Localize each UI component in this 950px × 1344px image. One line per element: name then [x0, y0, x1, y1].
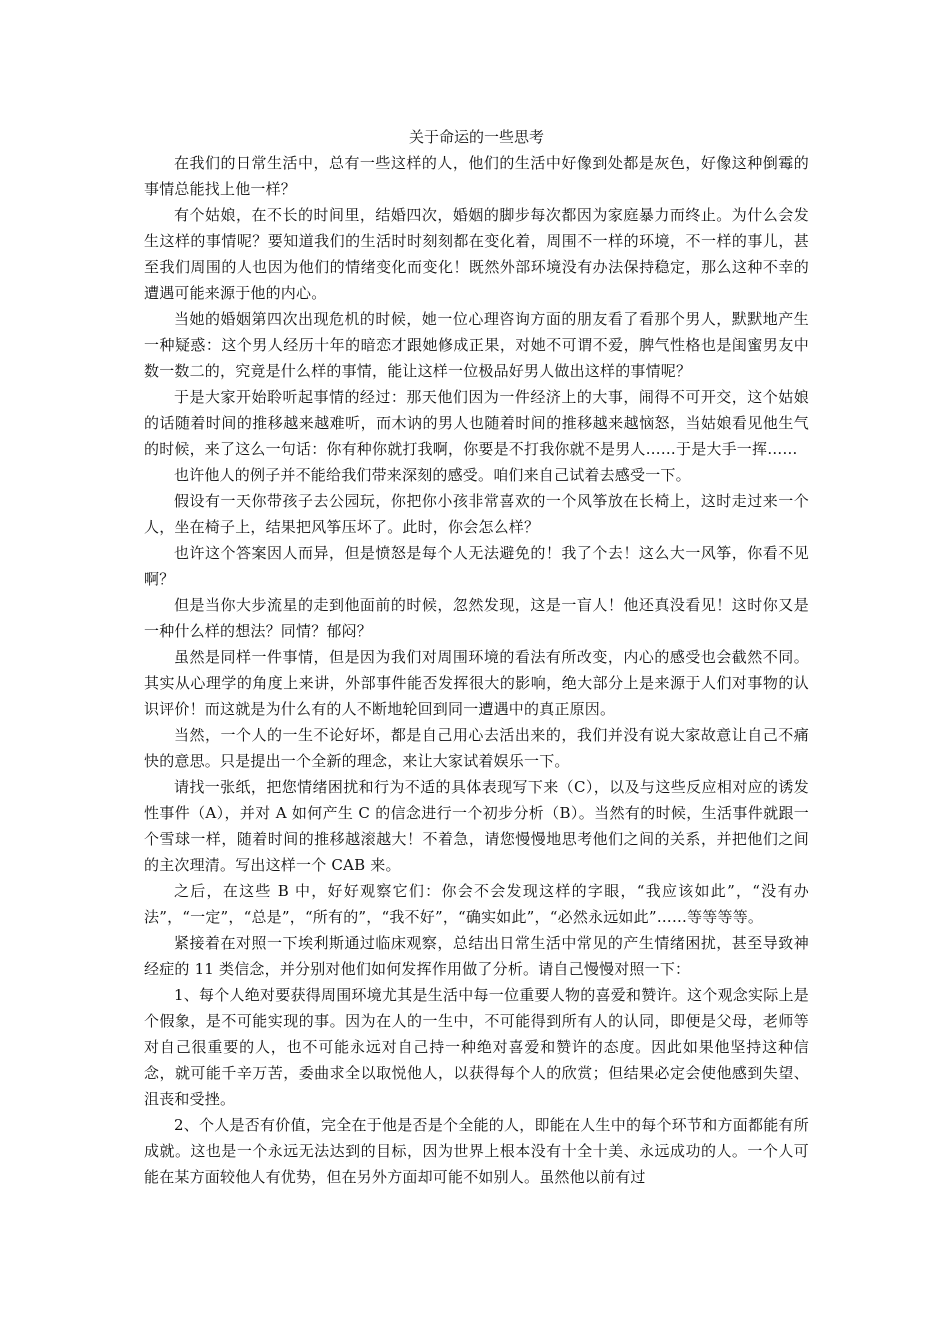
- document-title: 关于命运的一些思考: [408, 128, 544, 146]
- paragraph-perception: 虽然是同样一件事情，但是因为我们对周围环境的看法有所改变，内心的感受也会截然不同。其实从心理学的角度上来讲，外部事件能否发挥很大的影响，绝大部分上是来源于人们对事物的认识评价！而这就是为什么有的人不断地轮回到同一遭遇中的真正原因。: [144, 648, 809, 718]
- document-page: [144, 124, 809, 1190]
- paragraph-try-yourself: 也许他人的例子并不能给我们带来深刻的感受。咱们来自己试着去感受一下。: [174, 466, 691, 484]
- paragraph-event-account: 于是大家开始聆听起事情的经过：那天他们因为一件经济上的大事，闹得不可开交，这个姑娘的话随着时间的推移越来越难听，而木讷的男人也随着时间的推移越来越恼怒，当姑娘看见他生气的时候，来了这么一句话：你有种你就打我啊，你要是不打我你就不是男人……于是大手一挥……: [144, 388, 809, 458]
- paragraph-blind-man: 但是当你大步流星的走到他面前的时候，忽然发现，这是一盲人！他还真没看见！这时你又是一种什么样的想法？同情？郁闷？: [144, 596, 809, 640]
- paragraph-belief-2: 2、个人是否有价值，完全在于他是否是个全能的人，即能在人生中的每个环节和方面都能有所成就。这也是一个永远无法达到的目标，因为世界上根本没有十全十美、永远成功的人。一个人可能在某方面较他人有优势，但在另外方面却可能不如别人。虽然他以前有过: [144, 1116, 809, 1186]
- paragraph-ellis-beliefs: 紧接着在对照一下埃利斯通过临床观察，总结出日常生活中常见的产生情绪困扰，甚至导致神经症的 11 类信念，并分别对他们如何发挥作用做了分析。请自己慢慢对照一下：: [144, 934, 809, 978]
- paragraph-belief-1: 1、每个人绝对要获得周围环境尤其是生活中每一位重要人物的喜爱和赞许。这个观念实际上是个假象，是不可能实现的事。因为在人的一生中，不可能得到所有人的认同，即便是父母，老师等对自己很重要的人，也不可能永远对自己持一种绝对喜爱和赞许的态度。因此如果他坚持这种信念，就可能千辛万苦，委曲求全以取悦他人，以获得每个人的欣赏；但结果必定会使他感到失望、沮丧和受挫。: [144, 986, 809, 1108]
- paragraph-new-idea: 当然，一个人的一生不论好坏，都是自己用心去活出来的，我们并没有说大家故意让自己不痛快的意思。只是提出一个全新的理念，来让大家试着娱乐一下。: [144, 726, 809, 770]
- paragraph-cab-exercise: 请找一张纸，把您情绪困扰和行为不适的具体表现写下来（C），以及与这些反应相对应的诱发性事件（A），并对 A 如何产生 C 的信念进行一个初步分析（B）。当然有的时候，生活事件就跟一个雪球一样，随着时间的推移越滚越大！不着急，请您慢慢地思考他们之间的关系，并把他们之间的主次理清。写出这样一个 CAB 来。: [144, 778, 809, 874]
- paragraph-anger: 也许这个答案因人而异，但是愤怒是每个人无法避免的！我了个去！这么大一风筝，你看不见啊？: [144, 544, 809, 588]
- paragraph-fourth-crisis: 当她的婚姻第四次出现危机的时候，她一位心理咨询方面的朋友看了看那个男人，默默地产生一种疑惑：这个男人经历十年的暗恋才跟她修成正果，对她不可谓不爱，脾气性格也是闺蜜男友中数一数二的，究竟是什么样的事情，能让这样一位极品好男人做出这样的事情呢？: [144, 310, 809, 380]
- paragraph-girl-story: 有个姑娘，在不长的时间里，结婚四次，婚姻的脚步每次都因为家庭暴力而终止。为什么会发生这样的事情呢？要知道我们的生活时时刻刻都在变化着，周围不一样的环境，不一样的事儿，甚至我们周围的人也因为他们的情绪变化而变化！既然外部环境没有办法保持稳定，那么这种不幸的遭遇可能来源于他的内心。: [144, 206, 809, 302]
- paragraph-observe-words: 之后，在这些 B 中，好好观察它们：你会不会发现这样的字眼，“我应该如此”，“没有办法”，“一定”，“总是”，“所有的”，“我不好”，“确实如此”，“必然永远如此”……等等等等。: [144, 882, 809, 926]
- paragraph-kite-scenario: 假设有一天你带孩子去公园玩，你把你小孩非常喜欢的一个风筝放在长椅上，这时走过来一个人，坐在椅子上，结果把风筝压坏了。此时，你会怎么样？: [144, 492, 809, 536]
- paragraph-intro: 在我们的日常生活中，总有一些这样的人，他们的生活中好像到处都是灰色，好像这种倒霉的事情总能找上他一样？: [144, 154, 809, 198]
